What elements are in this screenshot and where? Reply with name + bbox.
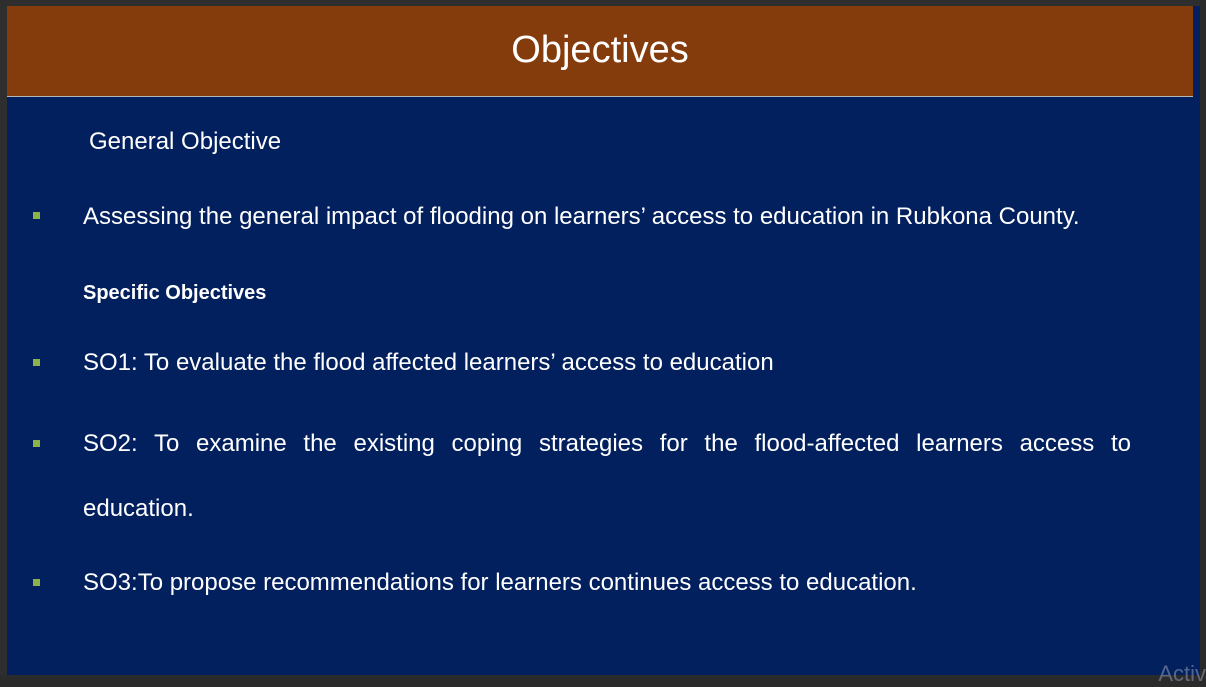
slide-title: Objectives: [511, 29, 689, 71]
specific-objective-item-so2-continued: education.: [83, 495, 194, 522]
general-objective-heading: General Objective: [89, 128, 282, 155]
title-bar: [7, 6, 1193, 97]
specific-objectives-heading: Specific Objectives: [83, 282, 267, 304]
bullet-icon: [33, 359, 40, 366]
slide: [7, 6, 1206, 686]
bullet-icon: [33, 212, 40, 219]
specific-objective-item-so1: SO1: To evaluate the flood affected learners’ access to education: [83, 349, 774, 376]
specific-objective-item-so2: SO2: To examine the existing coping strategies for the flood-affected learners access to: [83, 430, 1131, 457]
general-objective-item: Assessing the general impact of flooding on learners’ access to education in Rubkona County.: [83, 203, 1080, 230]
specific-objective-item-so3: SO3:To propose recommendations for learners continues access to education.: [83, 569, 917, 596]
bullet-icon: [33, 579, 40, 586]
bullet-icon: [33, 440, 40, 447]
activation-watermark: Activ: [1158, 661, 1206, 686]
